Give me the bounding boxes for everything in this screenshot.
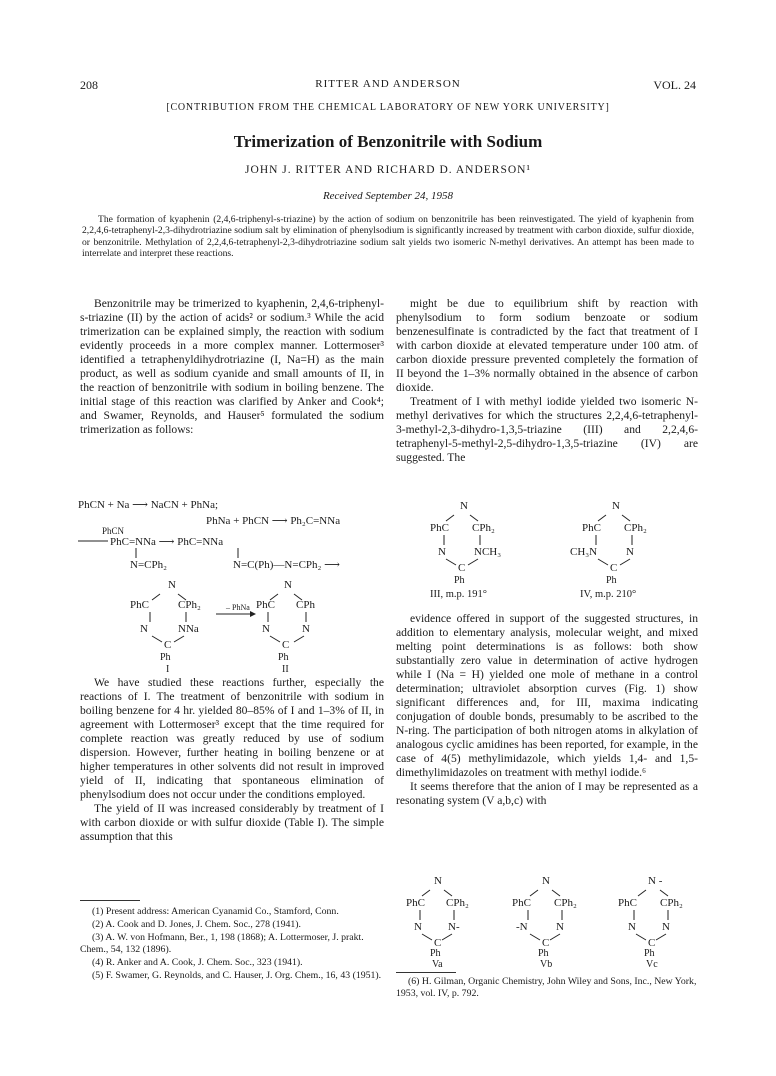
svg-text:N: N [662,921,670,933]
footnote-3: (3) A. W. von Hofmann, Ber., 1, 198 (1868); A. Lottermoser, J. prakt. Chem., 54, 132 (1896). [80,932,364,955]
svg-text:C: C [648,937,656,949]
label-Vc: Vc [646,959,658,968]
label-Va: Va [432,959,443,968]
svg-text:C: C [542,937,550,949]
footnote-5: (5) F. Swamer, G. Reynolds, and C. Hauser, J. Org. Chem., 16, 43 (1951). [92,970,382,981]
svg-text:N: N [438,546,446,558]
svg-text:N: N [168,579,176,591]
footnote-2: (2) A. Cook and D. Jones, J. Chem. Soc., 278 (1941). [92,919,301,930]
svg-text:C: C [610,562,618,574]
svg-text:Ph: Ph [278,652,289,663]
received-date: Received September 24, 1958 [322,190,454,202]
svg-text:C: C [282,639,290,651]
label-IV: IV, m.p. 210° [580,589,637,600]
scheme-step-a: PhC=NNa ⟶ PhC=NNa [110,536,224,548]
footnote-4: (4) R. Anker and A. Cook, J. Chem. Soc., 323 (1941). [92,957,303,968]
reaction-scheme [78,496,390,672]
scheme-phcn-label: PhCN [102,526,125,536]
footnote-rule-right [396,972,456,973]
svg-text:PhC: PhC [430,522,449,534]
svg-text:N: N [626,546,634,558]
svg-text:N: N [460,500,468,512]
svg-text:N: N [262,623,270,635]
svg-text:CPh₂: CPh₂ [660,897,683,909]
svg-text:PhC: PhC [406,897,425,909]
label-Vb: Vb [540,959,553,968]
left-para-2: We have studied these reactions further, especially the reactions of I. The treatment of benzonitrile with sodium in boiling benzene for 4 hr. yielded 80–85% of I and 1–3% of II, in agreement with Lottermoser³ except that the time required for complete reaction was greatly reduced by use of sodium dispersion. However, further heating in boiling benzene or at higher temperatures in other solvents did not result in improved yield of II, indicating that spontaneous elimination of phenylsodium does not occur under the conditions employed. The yield of II was increased considerably by treatment of I with carbon dioxide or with sulfur dioxide (Table I). The simple assumption that this [80,676,384,843]
svg-text:CPh₂: CPh₂ [472,522,495,534]
right-para-1: might be due to equilibrium shift by reaction with phenylsodium to form sodium benzoate or sodium benzenesulfinate is contradicted by the fact that treatment of I with carbon dioxide at elevated temperature under 100 atm. of carbon dioxide pressure prevented completely the formation of II beyond the 1–3% normally obtained in the absence of carbon dioxide. Treatment of I with methyl iodide yielded two isomeric N-methyl derivatives for which the structures 2,2,4,6-tetraphenyl-3-methyl-2,3-dihydro-1,3,5-triazine (III) and 2,2,4,6-tetraphenyl-5-methyl-2,5-dihydro-1,3,5-triazine (IV) are suggested. The [396,297,698,464]
svg-text:NNa: NNa [178,623,199,635]
svg-text:N: N [140,623,148,635]
svg-text:Ph: Ph [606,575,617,586]
svg-text:Ph: Ph [538,948,549,959]
abstract: The formation of kyaphenin (2,4,6-triphenyl-s-triazine) by the action of sodium on benzonitrile has been reinvestigated. The yield of kyaphenin from 2,2,4,6-tetraphenyl-2,3-dihydrotriazine sodium salt by elimination of phenylsodium is significantly increased by treatment with carbon dioxide, sulfur dioxide, or benzonitrile. Methylation of 2,2,4,6-tetraphenyl-2,3-dihydrotriazine sodium salt yields two isomeric N-methyl derivatives. An attempt has been made to interrelate and interpret these reactions. [82,214,694,260]
page-number: 208 [80,78,98,92]
svg-text:CPh₂: CPh₂ [624,522,647,534]
svg-text:N: N [628,921,636,933]
volume-label: VOL. 24 [653,78,696,92]
svg-text:CPh₂: CPh₂ [178,599,201,611]
structure-Va [406,875,469,968]
scheme-arrow-label: – PhNa [226,603,250,612]
svg-text:Ph: Ph [454,575,465,586]
label-II: II [282,664,289,672]
svg-text:C: C [458,562,466,574]
footnote-1: (1) Present address: American Cyanamid Co., Stamford, Conn. [92,906,339,917]
structures-III-IV [400,497,700,607]
svg-text:N-: N- [448,921,460,933]
footnote-rule-left [80,900,140,901]
label-III: III, m.p. 191° [430,589,487,600]
right-para-3: evidence offered in support of the suggested structures, in addition to elementary analysis, molecular weight, and mixed melting point determinations is as follows: both show substantially zero value in determination of active hydrogen while I (Na = H) yielded one mole of methane in a control determination; ultraviolet absorption curves (Fig. 1) show significant differences and, for III, maxima indicating conjugation of double bonds, presumably to be ascribed to the N-ring. The participation of both nitrogen atoms in alkylation of analogous cyclic amidines has been reported, for example, in the case of 4(5) methylimidazole, which yields 1,4- and 1,5-dimethylimidazoles on treatment with methyl iodide.⁶ It seems therefore that the anion of I may be represented as a resonating system (V a,b,c) with [396,612,698,807]
svg-text:N: N [612,500,620,512]
authors: JOHN J. RITTER AND RICHARD D. ANDERSON¹ [245,164,531,176]
svg-text:C: C [434,937,442,949]
scheme-eq1-right: PhNa + PhCN ⟶ Ph₂C=NNa [206,515,341,527]
scheme-step-c: N=C(Ph)—N=CPh₂ ⟶ [233,559,340,571]
svg-text:CPh: CPh [296,599,315,611]
svg-text:N: N [302,623,310,635]
svg-text:Ph: Ph [644,948,655,959]
footnotes-left [80,906,384,983]
structure-II [256,579,315,672]
svg-text:PhC: PhC [512,897,531,909]
svg-text:PhC: PhC [582,522,601,534]
svg-text:-N: -N [516,921,528,933]
left-para-1: Benzonitrile may be trimerized to kyaphenin, 2,4,6-triphenyl-s-triazine (II) by the action of acids² or sodium.³ While the acid trimerization can be explained simply, the reaction with sodium evidently proceeds in a more complex manner. Lottermoser³ identified a tetraphenyldihydrotriazine (I, Na=H) as the main product, as well as sodium cyanide and small amounts of II, in the reaction of benzonitrile with sodium in boiling benzene. The initial stage of this reaction was clarified by Anker and Cook⁴; and Swamer, Reynolds, and Hauser⁵ formulated the sodium trimerization as follows: [80,297,384,436]
structure-III [430,500,501,600]
svg-text:CH₃N: CH₃N [570,546,598,558]
structures-V [400,872,700,968]
scheme-step-b: N=CPh₂ [130,559,167,571]
structure-Vb [512,875,577,968]
svg-text:CPh₂: CPh₂ [446,897,469,909]
svg-text:Ph: Ph [160,652,171,663]
svg-text:N: N [556,921,564,933]
svg-text:N: N [284,579,292,591]
svg-text:PhC: PhC [130,599,149,611]
structure-IV [570,500,647,600]
svg-text:CPh₂: CPh₂ [554,897,577,909]
svg-text:N: N [414,921,422,933]
svg-text:PhC: PhC [618,897,637,909]
svg-text:N: N [434,875,442,887]
label-I: I [166,664,170,672]
svg-text:Ph: Ph [430,948,441,959]
svg-text:PhC: PhC [256,599,275,611]
footnote-6: (6) H. Gilman, Organic Chemistry, John Wiley and Sons, Inc., New York, 1953, vol. IV, p. 792. [396,976,697,999]
scheme-eq1-left: PhCN + Na ⟶ NaCN + PhNa; [78,499,219,511]
running-title: RITTER AND ANDERSON [315,78,461,90]
svg-text:C: C [164,639,172,651]
structure-I [130,579,201,672]
contribution-line: [CONTRIBUTION FROM THE CHEMICAL LABORATORY OF NEW YORK UNIVERSITY] [166,102,610,113]
footnotes-right [396,976,698,1001]
svg-text:N: N [542,875,550,887]
svg-text:NCH₃: NCH₃ [474,546,502,558]
svg-text:N -: N - [648,875,663,887]
structure-Vc [618,875,683,968]
article-title: Trimerization of Benzonitrile with Sodium [233,132,543,151]
